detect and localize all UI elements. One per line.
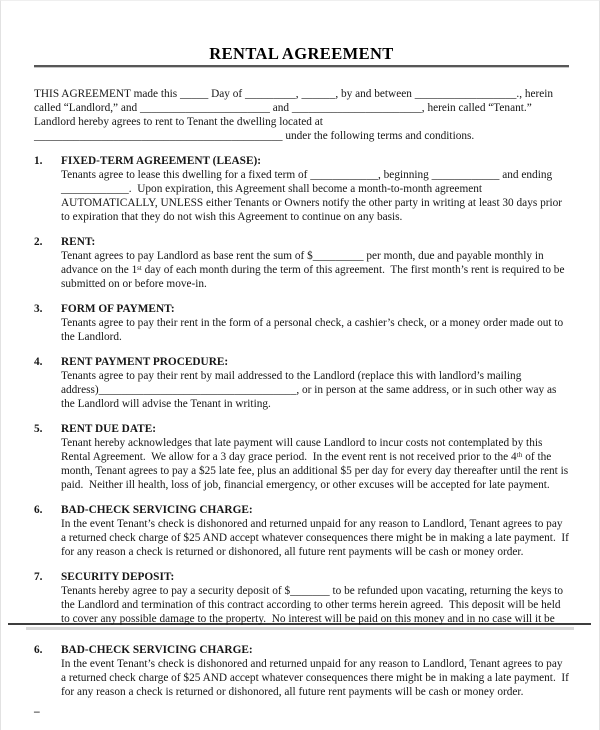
section-body: Tenants agree to pay their rent by mail addressed to the Landlord (replace this with landlord’s mailing address)___________________________________, or in person at the same address, or in such other way as the Landlord will advise the Tenant in writing. [61,370,560,410]
section [34,570,569,625]
section [34,503,572,559]
section-heading: SECURITY DEPOSIT: [61,571,175,583]
section-content [61,422,572,492]
section-heading: BAD-CHECK SERVICING CHARGE: [61,504,253,516]
section [34,355,569,411]
sections-page-2 [34,643,572,699]
page-shadow-band [26,627,574,630]
section [34,235,569,291]
section-body: Tenant agrees to pay Landlord as base rent the sum of $_________ per month, due and payable monthly in advance on the 1ˢᵗ day of each month during the term of this agreement. The first month’s rent is required to be submitted on or before move-in. [61,250,568,290]
section-heading: BAD-CHECK SERVICING CHARGE: [61,644,253,656]
section-number: 3. [34,303,43,315]
section-body: In the event Tenant’s check is dishonored and returned unpaid for any reason to Landlord, Tenant agrees to pay a returned check charge of $25 AND accept whatever consequences there might be in making a late payment. If for any reason a check is returned or dishonored, all future rent payments will be cash or money order. [61,658,572,698]
footer-dash: – [34,706,40,718]
section-number: 5. [34,423,43,435]
section-number: 1. [34,155,43,167]
section-body: In the event Tenant’s check is dishonored and returned unpaid for any reason to Landlord, Tenant agrees to pay a returned check charge of $25 AND accept whatever consequences there might be in making a late payment. If for any reason a check is returned or dishonored, all future rent payments will be cash or money order. [61,518,572,558]
section-content [61,503,572,559]
section-content [61,570,569,625]
section-heading: FIXED-TERM AGREEMENT (LEASE): [61,155,262,167]
section-content [61,154,569,224]
section [34,643,572,699]
section-body: Tenants agree to lease this dwelling for a fixed term of ____________, beginning ____________ and ending ____________. Upon expiration, this Agreement shall become a month-to-month agreement AUTOMATICALLY, UNLESS either Tenants or Owners notify the other party in writing at least 30 days prior to expiration that they do not wish this Agreement to continue on any basis. [61,169,565,223]
section-heading: RENT DUE DATE: [61,423,156,435]
section-content [61,643,572,699]
section-content [61,302,569,344]
title-divider [34,65,569,67]
section [34,154,569,224]
section-number: 6. [34,644,43,656]
sections-page-1 [34,154,572,625]
section-body: Tenant hereby acknowledges that late payment will cause Landlord to incur costs not contemplated by this Rental Agreement. We allow for a 3 day grace period. In the event rent is not received prior to the 4ᵗʰ of the month, Tenant agrees to pay a $25 late fee, plus an additional $5 per day for every day thereafter until the rent is paid. Neither ill health, loss of job, financial emergency, or other excuses will be accepted for late payment. [61,437,572,491]
section-number: 2. [34,236,43,248]
section-number: 4. [34,356,43,368]
section [34,302,569,344]
section-heading: RENT PAYMENT PROCEDURE: [61,356,229,368]
section-heading: FORM OF PAYMENT: [61,303,175,315]
section-number: 6. [34,504,43,516]
section-heading: RENT: [61,236,96,248]
section-content [61,355,569,411]
section [34,422,572,492]
section-body: Tenants hereby agree to pay a security deposit of $_______ to be refunded upon vacating, returning the keys to the Landlord and termination of this contract according to other terms herein agreed. This deposit will be held to cover any possible damage to the property. No interest will be paid on this money and in no case will it be [61,585,566,625]
document-title: RENTAL AGREEMENT [209,44,394,63]
section-content [61,235,569,291]
intro-paragraph: THIS AGREEMENT made this _____ Day of _________, ______, by and between __________________., herein called “Landlord,” and _______________________ and _______________________, herein called “Tenant.” Landlord hereby agrees to rent to Tenant the dwelling located at ____________________________________________ under the following terms and conditions. [34,88,556,142]
section-number: 7. [34,571,43,583]
section-body: Tenants agree to pay their rent in the form of a personal check, a cashier’s check, or a money order made out to the Landlord. [61,317,566,343]
